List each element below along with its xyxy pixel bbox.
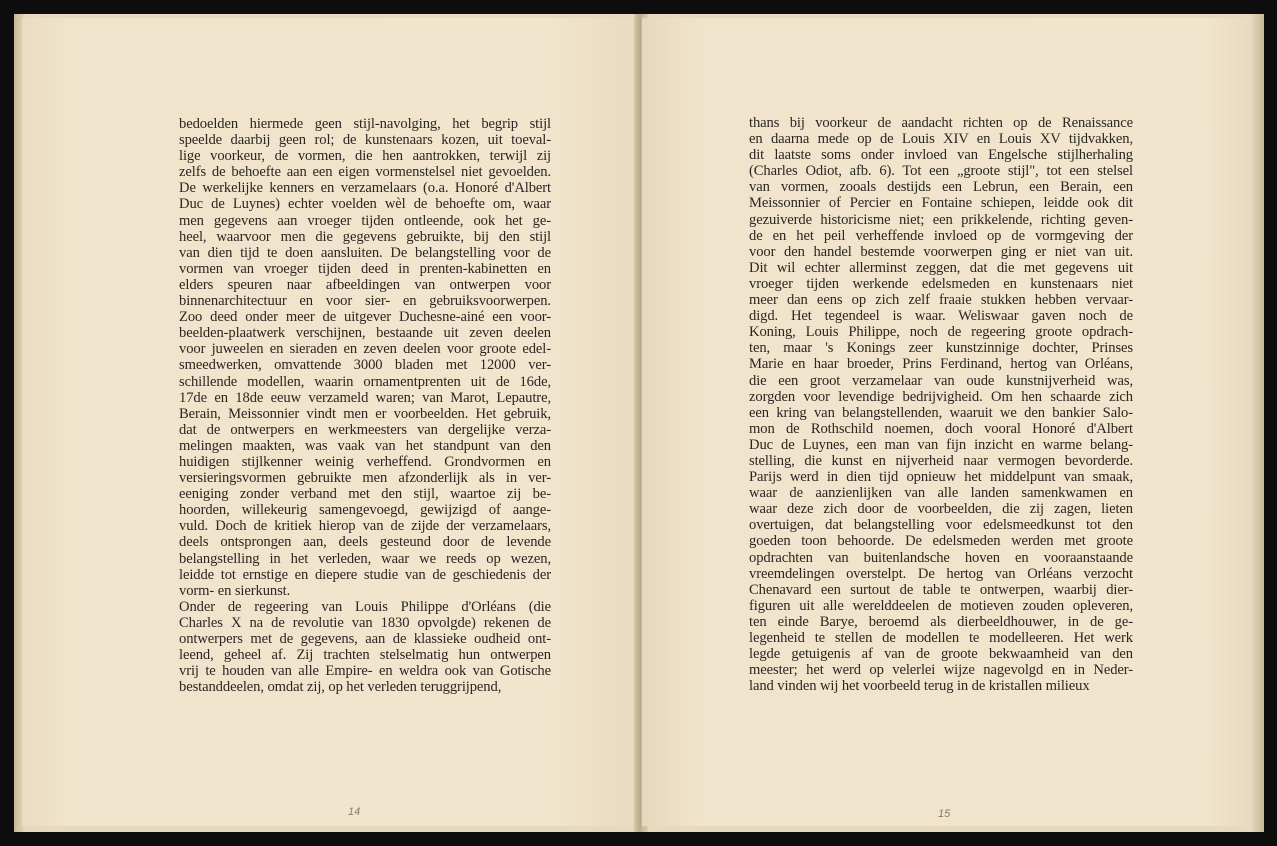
text-line: lige voorkeur, de vormen, die hen aantrokken, terwijl zij [179, 148, 551, 165]
text-line: overtuigen, dat belangstelling voor edelsmeedkunst tot den [749, 517, 1133, 534]
text-line: vuld. Doch de kritiek hierop van de zijde der verzamelaars, [179, 518, 551, 535]
text-line: Parijs werd in dien tijd opnieuw het middelpunt van smaak, [749, 469, 1133, 486]
text-line: De werkelijke kenners en verzamelaars (o.a. Honoré d'Albert [179, 180, 551, 197]
text-line: melingen maakten, was vaak van het standpunt van den [179, 437, 551, 454]
text-line: heel, waarvoor men die gegevens gebruikte, bij den stijl [179, 228, 551, 245]
left-page [22, 18, 640, 826]
text-line: Berain, Meissonnier vindt men er voorbeelden. Het gebruik, [179, 405, 551, 422]
text-line: belangstelling in het verleden, waar we reeds op wezen, [179, 550, 551, 567]
text-line: ten, maar 's Konings zeer kunstzinnige dochter, Prinses [749, 340, 1133, 357]
text-line: goeden toon behoorde. De edelsmeden werden met groote [749, 533, 1133, 550]
text-line: stelling, die kunst en nijverheid naar vermogen bevorderde. [749, 452, 1133, 469]
text-line: en daarna mede op de Louis XIV en Louis XV tijdvakken, [749, 131, 1133, 148]
text-line: zorgden voor levendige bedrijvigheid. Om hen schaarde zich [749, 388, 1133, 405]
text-line: Onder de regeering van Louis Philippe d'Orléans (die [179, 598, 551, 615]
text-line: bestanddeelen, omdat zij, op het verleden teruggrijpend, [179, 679, 502, 696]
text-line: gezuiverde historicisme niet; een prikkelende, richting geven- [749, 211, 1133, 228]
text-line: van dien tijd te doen aansluiten. De belangstelling voor de [179, 244, 551, 261]
text-line: vroeger tijden werkende edelsmeden en kunstenaars niet [749, 275, 1133, 292]
text-line: legde getuigenis af van de groote bekwaamheid van den [749, 646, 1133, 663]
text-line: dit laatste soms onder invloed van Engelsche stijlherhaling [749, 147, 1133, 164]
text-line: van vormen, zooals destijds een Lebrun, een Berain, een [749, 179, 1133, 196]
text-line: Marie en haar broeder, Prins Ferdinand, hertog van Orléans, [749, 356, 1133, 373]
text-line: men gegevens aan vroeger tijden ontleende, ook het ge- [179, 212, 551, 229]
book-spread [14, 14, 1264, 832]
text-line: mon de Rothschild noemen, doch vooral Honoré d'Albert [749, 420, 1133, 437]
left-page-number: 14 [348, 806, 361, 818]
text-line: meer dan eens op zich zelf fraaie stukken hebben vervaar- [749, 292, 1133, 309]
text-line: opdrachten van buitenlandsche hoven en vooraanstaande [749, 549, 1133, 566]
text-line: versieringsvormen gebruikte men afzonderlijk als in ver- [179, 470, 551, 487]
text-line: huidigen stijlkenner weinig verheffend. Grondvormen en [179, 453, 551, 470]
text-line: speelde daarbij geen rol; de kunstenaars kozen, uit toeval- [179, 132, 551, 149]
left-page-text [179, 116, 551, 695]
text-line: Chenavard een surtout de table te ontwerpen, waarbij dier- [749, 581, 1133, 598]
text-line: Meissonnier of Percier en Fontaine schiepen, leidde ook dit [749, 195, 1133, 212]
text-line: ontwerpers met de gegevens, aan de klassieke oudheid ont- [179, 631, 551, 647]
text-line: Duc de Luynes, een man van fijn inzicht en warme belang- [749, 436, 1133, 453]
text-line: bedoelden hiermede geen stijl-navolging, het begrip stijl [179, 116, 551, 132]
text-line: die een groot verzamelaar van oude kunstnijverheid was, [749, 372, 1133, 389]
text-line: vorm- en sierkunst. [179, 582, 291, 599]
text-line: Koning, Louis Philippe, noch de regeering groote opdrach- [749, 324, 1133, 341]
text-line: land vinden wij het voorbeeld terug in de kristallen milieux [749, 678, 1090, 695]
text-line: 17de en 18de eeuw verzameld waren; van Marot, Lepautre, [179, 389, 551, 406]
text-line: vrij te houden van alle Empire- en weldra ook van Gotische [179, 663, 551, 680]
text-line: vreemdelingen overstelpt. De hertog van Orléans verzocht [749, 565, 1133, 582]
text-line: beelden-plaatwerk verschijnen, bestaande uit zeven deelen [179, 325, 551, 342]
text-line: zelfs de behoefte aan een eigen vormenstelsel niet gevoelden. [179, 164, 551, 181]
text-line: een kring van belangstellenden, waaruit we den bankier Salo- [749, 404, 1133, 421]
text-line: voor juweelen en sieraden en zeven deelen voor groote edel- [179, 341, 551, 358]
text-line: Duc de Luynes) echter voelden wèl de behoefte om, waar [179, 196, 551, 213]
text-line: leidde tot ernstige en diepere studie van de geschiedenis der [179, 566, 551, 583]
text-line: deels ontsprongen aan, deels gesteund door de levende [179, 534, 551, 551]
text-line: elders speuren naar afbeeldingen van ontwerpen voor [179, 276, 551, 293]
text-line: voor den handel bestemde voorwerpen ging er niet van uit. [749, 243, 1133, 260]
text-line: thans bij voorkeur de aandacht richten op de Renaissance [749, 115, 1133, 131]
text-line: ten einde Barye, beroemd als dierbeeldhouwer, in de ge- [749, 613, 1133, 630]
right-page [642, 18, 1254, 826]
text-line: binnenarchitectuur en voor sier- en gebruiksvoorwerpen. [179, 293, 551, 310]
right-page-number: 15 [938, 808, 951, 820]
text-line: schillende modellen, waarin ornamentprenten uit de 16de, [179, 373, 551, 390]
book-edge-right [1252, 14, 1264, 832]
text-line: smeedwerken, omvattende 3000 bladen met 12000 ver- [179, 357, 551, 374]
text-line: meester; het werd op velerlei wijze nagevolgd en in Neder- [749, 662, 1133, 679]
text-line: vormen van vroeger tijden deed in prenten-kabinetten en [179, 260, 551, 277]
text-line: waar de aanzienlijken van alle landen samenkwamen en [749, 485, 1133, 502]
text-line: leend, geheel af. Zij trachten stelselmatig hun ontwerpen [179, 647, 551, 664]
text-line: de en het peil verheffende invloed op de vormgeving der [749, 227, 1133, 244]
text-line: (Charles Odiot, afb. 6). Tot een „groote stijl", tot een stelsel [749, 163, 1133, 180]
text-line: Zoo deed onder meer de uitgever Duchesne-ainé een voor- [179, 309, 551, 326]
text-line: waar deze zich door de voorbeelden, die zij zagen, lieten [749, 501, 1133, 518]
text-line: dat de ontwerpers en werkmeesters van dergelijke verza- [179, 421, 551, 438]
right-page-text [749, 115, 1133, 694]
text-line: legenheid te stellen de modellen te modelleeren. Het werk [749, 630, 1133, 646]
text-line: hoorden, willekeurig samengevoegd, gewijzigd of aange- [179, 502, 551, 519]
text-line: Dit wil echter allerminst zeggen, dat die met gegevens uit [749, 259, 1133, 276]
text-line: Charles X na de revolutie van 1830 opvolgde) rekenen de [179, 614, 551, 631]
text-line: digd. Het tegendeel is waar. Weliswaar gaven noch de [749, 308, 1133, 325]
text-line: figuren uit alle werelddeelen de motieven zouden opleveren, [749, 597, 1133, 614]
text-line: eeniging zonder verband met den stijl, waartoe zij be- [179, 486, 551, 503]
